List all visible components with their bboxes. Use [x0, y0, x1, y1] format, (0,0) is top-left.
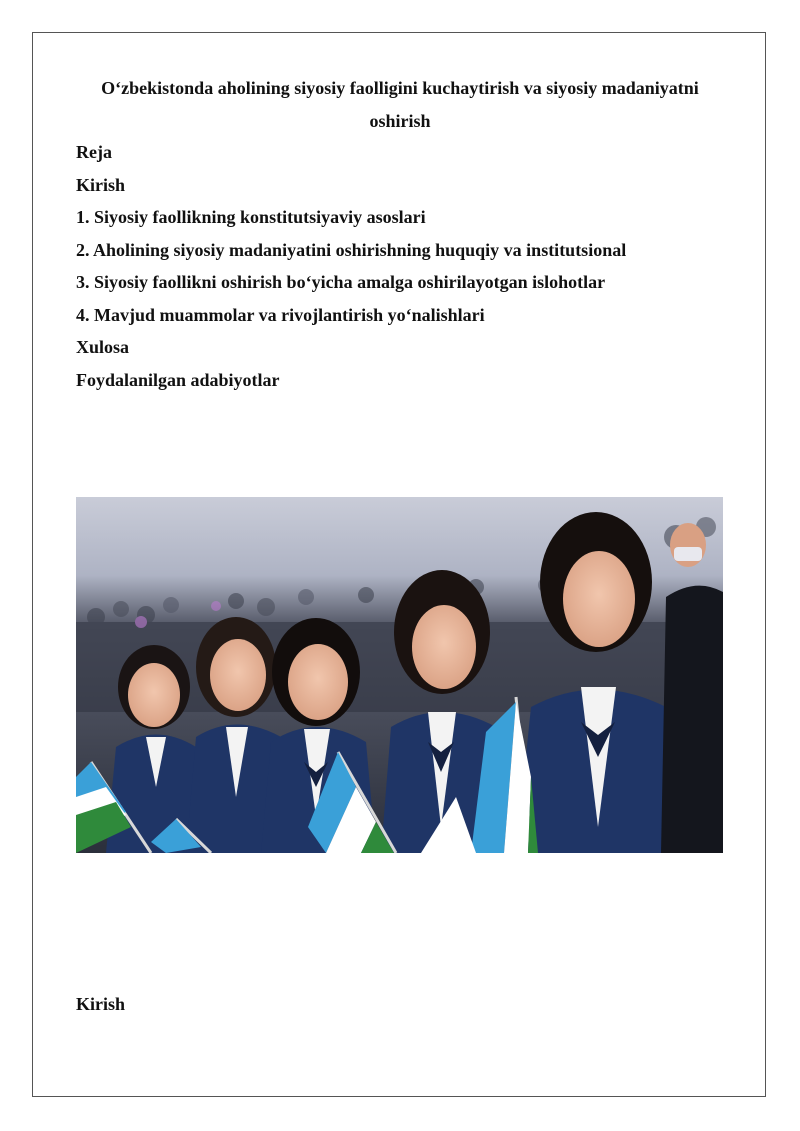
outline-item: Reja [76, 142, 112, 162]
outline-list [76, 136, 756, 396]
outline-item: 1. Siyosiy faollikning konstitutsiyaviy asoslari [76, 207, 426, 227]
section-heading: Kirish [76, 994, 126, 1014]
outline-item: 4. Mavjud muammolar va rivojlantirish yo‘nalishlari [76, 304, 485, 325]
document-photo [76, 497, 723, 853]
outline-item: Xulosa [76, 337, 130, 357]
photo-illustration [76, 497, 723, 853]
outline-item: Foydalanilgan adabiyotlar [76, 369, 280, 390]
document-title: O‘zbekistonda aholining siyosiy faolligini kuchaytirish va siyosiy madaniyatni oshirish [101, 78, 699, 131]
outline-item: 3. Siyosiy faollikni oshirish bo‘yicha amalga oshirilayotgan islohotlar [76, 272, 606, 292]
outline-item: 2. Aholining siyosiy madaniyatini oshirishning huquqiy va institutsional [76, 239, 627, 260]
outline-item: Kirish [76, 174, 126, 195]
